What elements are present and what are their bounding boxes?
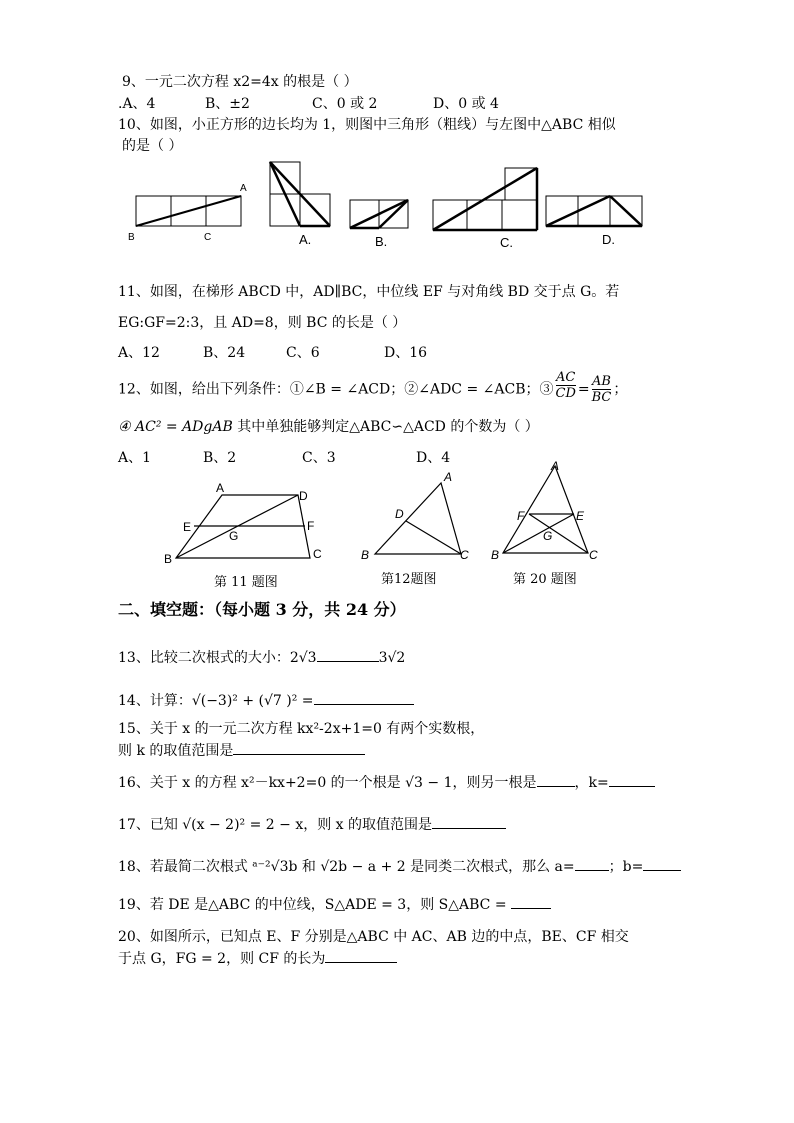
section-2-heading: 二、填空题：（每小题 3 分，共 24 分）: [118, 600, 406, 619]
q11-option-c: C、6: [286, 345, 320, 361]
q15-line1: 15、关于 x 的一元二次方程 kx²-2x+1=0 有两个实数根，: [118, 721, 485, 737]
q16-part2: ，k=: [574, 775, 609, 791]
fig20-label-a: A: [551, 459, 560, 473]
q9-option-b: B、±2: [205, 96, 250, 112]
fig20-label-e: E: [576, 509, 585, 523]
fig12-label-d: D: [395, 507, 404, 521]
q12-question: 其中单独能够判定△ABC∽△ACD 的个数为（ ）: [237, 419, 539, 435]
q12-frac2-num: AB: [592, 374, 611, 389]
q18: [118, 856, 681, 876]
q10-option-d-label: D.: [602, 232, 615, 247]
q10-line1: 10、如图，小正方形的边长均为 1，则图中三角形（粗线）与左图中△ABC 相似: [118, 117, 616, 133]
q9-option-c: C、0 或 2: [312, 96, 378, 112]
q15-blank: [233, 740, 365, 755]
q16-blank-2: [609, 772, 655, 787]
fig11-label-b: B: [164, 552, 173, 565]
figure-11-trapezoid: [160, 480, 335, 565]
q15-line2-text: 则 k 的取值范围是: [118, 743, 234, 759]
fig20-label-f: F: [517, 509, 525, 523]
fig12-label-b: B: [361, 548, 370, 562]
q16-blank-1: [537, 772, 575, 787]
q20-line1: 20、如图所示，已知点 E、F 分别是△ABC 中 AC、AB 边的中点，BE、CF 相交: [118, 929, 629, 945]
fig20-caption: 第 20 题图: [513, 572, 577, 587]
q10-line2: 的是（ ）: [122, 138, 183, 154]
q12-frac1-den: CD: [555, 386, 576, 401]
q11-option-a: A、12: [118, 345, 160, 361]
figure-12-triangle: [355, 465, 490, 565]
q13-text: 13、比较二次根式的大小：2√3: [118, 650, 317, 666]
q12-line1: [118, 370, 628, 405]
q18-part2: ；b=: [608, 859, 644, 875]
figure-20-triangle: [488, 456, 608, 566]
q12-end: ；: [613, 381, 628, 398]
q20-blank: [325, 948, 397, 963]
q18-blank-1: [575, 856, 609, 871]
q18-part1: 18、若最简二次根式 ᵃ⁻²√3b 和 √2b − a + 2 是同类二次根式，那么 a=: [118, 859, 575, 875]
fig20-label-c: C: [589, 548, 598, 562]
q12-condition-4: ④ AC² = ADgAB: [118, 419, 233, 435]
q11-line2: EG:GF=2:3，且 AD=8，则 BC 的长是（ ）: [118, 315, 407, 331]
q10-ref-label-a: A: [240, 183, 247, 194]
q12-frac1-num: AC: [556, 370, 576, 385]
q12-option-a: A、1: [118, 450, 152, 466]
q12-line2: [118, 418, 539, 436]
q10-option-c-label: C.: [500, 235, 513, 250]
fig20-label-b: B: [491, 548, 500, 562]
fig11-label-f: F: [307, 519, 315, 533]
q15-line2: [118, 740, 365, 760]
q11-option-d: D、16: [384, 345, 428, 361]
q12-equals: =: [577, 381, 590, 398]
fig11-label-g: G: [229, 529, 239, 543]
q19: [118, 894, 551, 914]
fig12-label-c: C: [460, 548, 469, 562]
q12-option-b: B、2: [203, 450, 237, 466]
q10-ref-label-b: B: [128, 232, 135, 243]
fig20-label-g: G: [543, 529, 553, 543]
q20-line2-text: 于点 G，FG = 2，则 CF 的长为: [118, 951, 326, 967]
q13-rest: 3√2: [378, 650, 406, 666]
q16-part1: 16、关于 x 的方程 x²－kx+2=0 的一个根是 √3 − 1，则另一根是: [118, 775, 537, 791]
q17-blank: [432, 814, 506, 829]
q9-option-d: D、0 或 4: [433, 96, 499, 112]
q11-line1: 11、如图，在梯形 ABCD 中，AD∥BC，中位线 EF 与对角线 BD 交于点 G。若: [118, 284, 620, 300]
q10-figure: [120, 158, 680, 250]
q12-frac2-den: BC: [591, 390, 612, 405]
q20-line2: [118, 948, 397, 968]
q10-option-b-label: B.: [375, 234, 388, 249]
q18-blank-2: [643, 856, 681, 871]
q10-ref-label-c: C: [204, 232, 212, 243]
q12-fraction-1: [556, 370, 576, 401]
q19-part1: 19、若 DE 是△ABC 的中位线，S△ADE = 3，则 S△ABC =: [118, 897, 507, 913]
q11-option-b: B、24: [203, 345, 246, 361]
fig11-label-d: D: [299, 489, 308, 503]
q13-blank: [317, 647, 379, 662]
q12-option-d: D、4: [416, 450, 451, 466]
q17: [118, 814, 506, 834]
q10-option-a-label: A.: [299, 232, 312, 247]
q9-option-a: .A、4: [118, 96, 156, 112]
q9-stem: 9、一元二次方程 x2=4x 的根是（ ）: [122, 74, 358, 90]
q14-text: 14、计算：√(−3)² + (√7 )² =: [118, 693, 314, 709]
fig11-label-a: A: [216, 481, 225, 495]
q19-blank: [511, 894, 551, 909]
q17-part1: 17、已知 √(x − 2)² = 2 − x，则 x 的取值范围是: [118, 817, 433, 833]
fig11-label-c: C: [313, 547, 322, 561]
q13: [118, 647, 405, 667]
fig11-caption: 第 11 题图: [214, 575, 278, 590]
q14-blank: [314, 690, 414, 705]
q12-option-c: C、3: [302, 450, 336, 466]
q12-intro: 12、如图，给出下列条件：①∠B = ∠ACD；②∠ADC = ∠ACB；③: [118, 381, 554, 398]
q12-fraction-2: [592, 374, 612, 405]
fig12-caption: 第12题图: [381, 572, 437, 587]
fig12-label-a: A: [444, 470, 453, 484]
q14: [118, 690, 414, 710]
fig11-label-e: E: [183, 520, 192, 534]
q16: [118, 772, 655, 792]
